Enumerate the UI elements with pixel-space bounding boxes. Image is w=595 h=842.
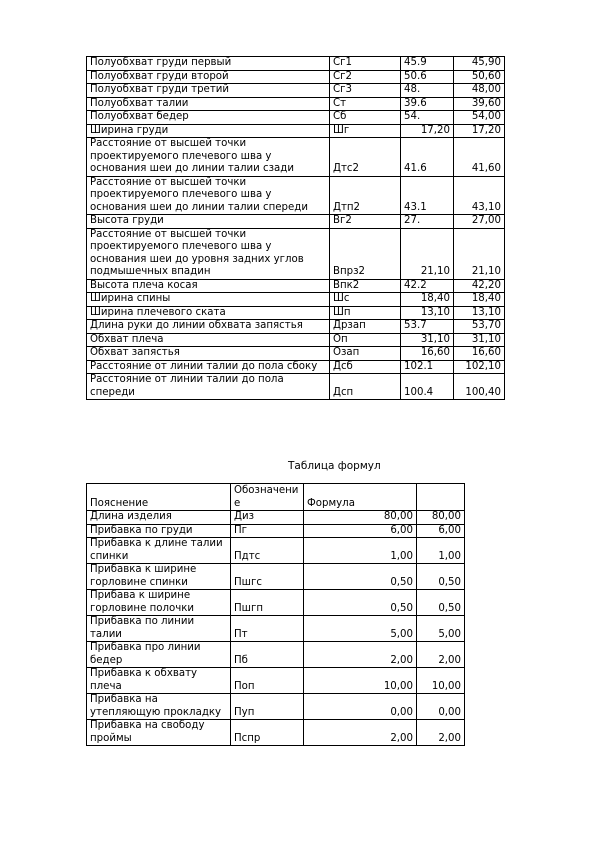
formula-symbol: Пуп [231, 694, 304, 720]
formulas-table [86, 483, 465, 746]
formula-symbol: Пг [231, 524, 304, 538]
measurement-name: Полуобхват груди второй [87, 70, 330, 84]
formula-value: 10,00 [417, 668, 465, 694]
measurement-name: Расстояние от высшей точки проектируемого плечевого шва у основания шеи до линии талии сзади [87, 138, 330, 177]
measurement-raw-value: 102.1 [401, 360, 454, 374]
column-header-formula: Формула [304, 484, 417, 511]
table-row [87, 215, 505, 229]
measurement-value: 39,60 [454, 97, 505, 111]
measurement-raw-value: 43.1 [401, 176, 454, 215]
formula-result: 6,00 [304, 524, 417, 538]
measurement-value: 102,10 [454, 360, 505, 374]
formula-result: 1,00 [304, 538, 417, 564]
measurement-raw-value: 18,40 [401, 293, 454, 307]
measurement-raw-value: 31,10 [401, 333, 454, 347]
measurement-name: Расстояние от линии талии до пола сбоку [87, 360, 330, 374]
measurement-raw-value: 41.6 [401, 138, 454, 177]
formula-result: 10,00 [304, 668, 417, 694]
formula-result: 5,00 [304, 616, 417, 642]
measurement-value: 31,10 [454, 333, 505, 347]
measurement-name: Полуобхват бедер [87, 111, 330, 125]
formula-symbol: Диз [231, 511, 304, 525]
measurement-value: 21,10 [454, 228, 505, 279]
measurement-symbol: Сг2 [330, 70, 401, 84]
table-row [87, 70, 505, 84]
formula-result: 2,00 [304, 720, 417, 746]
measurement-value: 13,10 [454, 306, 505, 320]
column-header-value [417, 484, 465, 511]
table-row [87, 668, 465, 694]
measurement-symbol: Впк2 [330, 279, 401, 293]
table-row [87, 111, 505, 125]
table-row [87, 616, 465, 642]
measurement-symbol: Дтс2 [330, 138, 401, 177]
measurement-raw-value: 13,10 [401, 306, 454, 320]
measurement-value: 18,40 [454, 293, 505, 307]
measurement-raw-value: 45.9 [401, 57, 454, 71]
table-row [87, 293, 505, 307]
formula-description: Прибавка по линии талии [87, 616, 231, 642]
measurement-raw-value: 100.4 [401, 374, 454, 400]
formula-value: 6,00 [417, 524, 465, 538]
formula-result: 0,00 [304, 694, 417, 720]
measurements-table [86, 56, 505, 400]
table-row [87, 138, 505, 177]
formula-symbol: Пшгп [231, 590, 304, 616]
measurement-raw-value: 42.2 [401, 279, 454, 293]
table-row [87, 279, 505, 293]
measurement-raw-value: 21,10 [401, 228, 454, 279]
formula-value: 2,00 [417, 642, 465, 668]
measurement-value: 45,90 [454, 57, 505, 71]
measurement-value: 27,00 [454, 215, 505, 229]
measurement-name: Расстояние от высшей точки проектируемого плечевого шва у основания шеи до линии талии спереди [87, 176, 330, 215]
measurement-symbol: Вг2 [330, 215, 401, 229]
table-row [87, 306, 505, 320]
measurement-value: 100,40 [454, 374, 505, 400]
table-row [87, 538, 465, 564]
formula-result: 0,50 [304, 564, 417, 590]
formula-value: 0,00 [417, 694, 465, 720]
measurement-raw-value: 53.7 [401, 320, 454, 334]
measurement-raw-value: 50.6 [401, 70, 454, 84]
formula-description: Прибава к ширине горловине полочки [87, 590, 231, 616]
measurement-name: Расстояние от высшей точки проектируемого плечевого шва у основания шеи до уровня задних углов подмышечных впадин [87, 228, 330, 279]
measurement-raw-value: 48. [401, 84, 454, 98]
formula-value: 80,00 [417, 511, 465, 525]
table-row [87, 97, 505, 111]
measurement-name: Обхват запястья [87, 347, 330, 361]
table-row [87, 57, 505, 71]
measurement-value: 41,60 [454, 138, 505, 177]
measurement-value: 53,70 [454, 320, 505, 334]
formula-symbol: Пдтс [231, 538, 304, 564]
measurement-symbol: Дсп [330, 374, 401, 400]
table-row [87, 228, 505, 279]
measurement-symbol: Ст [330, 97, 401, 111]
measurement-name: Ширина плечевого ската [87, 306, 330, 320]
formula-description: Прибавка на свободу проймы [87, 720, 231, 746]
measurement-value: 17,20 [454, 124, 505, 138]
measurement-raw-value: 17,20 [401, 124, 454, 138]
measurement-symbol: Шп [330, 306, 401, 320]
measurement-symbol: Дсб [330, 360, 401, 374]
table-row [87, 511, 465, 525]
measurement-symbol: Сб [330, 111, 401, 125]
table-row [87, 642, 465, 668]
measurement-name: Полуобхват груди третий [87, 84, 330, 98]
formula-symbol: Пт [231, 616, 304, 642]
measurement-symbol: Шг [330, 124, 401, 138]
formula-description: Длина изделия [87, 511, 231, 525]
measurement-name: Высота груди [87, 215, 330, 229]
table-row [87, 320, 505, 334]
measurement-value: 42,20 [454, 279, 505, 293]
column-header-description: Пояснение [87, 484, 231, 511]
measurement-name: Расстояние от линии талии до пола спереди [87, 374, 330, 400]
formula-description: Прибавка к ширине горловине спинки [87, 564, 231, 590]
measurement-symbol: Озап [330, 347, 401, 361]
measurement-symbol: Сг1 [330, 57, 401, 71]
measurement-symbol: Впрз2 [330, 228, 401, 279]
formula-value: 1,00 [417, 538, 465, 564]
formula-value: 5,00 [417, 616, 465, 642]
formula-description: Прибавка к длине талии спинки [87, 538, 231, 564]
measurement-name: Ширина груди [87, 124, 330, 138]
measurement-name: Обхват плеча [87, 333, 330, 347]
measurement-raw-value: 39.6 [401, 97, 454, 111]
measurement-symbol: Шс [330, 293, 401, 307]
table-row [87, 590, 465, 616]
formula-result: 2,00 [304, 642, 417, 668]
measurement-name: Полуобхват груди первый [87, 57, 330, 71]
measurement-name: Высота плеча косая [87, 279, 330, 293]
formula-value: 0,50 [417, 564, 465, 590]
table-caption: Таблица формул [288, 460, 381, 472]
formula-value: 0,50 [417, 590, 465, 616]
measurement-symbol: Сг3 [330, 84, 401, 98]
measurement-raw-value: 27. [401, 215, 454, 229]
formula-value: 2,00 [417, 720, 465, 746]
measurement-value: 48,00 [454, 84, 505, 98]
table-row [87, 360, 505, 374]
formula-symbol: Пб [231, 642, 304, 668]
column-header-symbol: Обозначение [231, 484, 304, 511]
measurement-symbol: Оп [330, 333, 401, 347]
table-row [87, 524, 465, 538]
table-header-row [87, 484, 465, 511]
table-row [87, 374, 505, 400]
formula-description: Прибавка на утепляющую прокладку [87, 694, 231, 720]
formula-symbol: Поп [231, 668, 304, 694]
table-row [87, 333, 505, 347]
measurement-value: 50,60 [454, 70, 505, 84]
table-row [87, 347, 505, 361]
measurement-raw-value: 16,60 [401, 347, 454, 361]
formula-description: Прибавка про линии бедер [87, 642, 231, 668]
measurement-raw-value: 54. [401, 111, 454, 125]
measurement-value: 16,60 [454, 347, 505, 361]
measurement-symbol: Дтп2 [330, 176, 401, 215]
measurement-name: Полуобхват талии [87, 97, 330, 111]
measurement-value: 43,10 [454, 176, 505, 215]
measurement-value: 54,00 [454, 111, 505, 125]
formula-symbol: Пспр [231, 720, 304, 746]
formula-description: Прибавка по груди [87, 524, 231, 538]
table-row [87, 720, 465, 746]
measurement-name: Длина руки до линии обхвата запястья [87, 320, 330, 334]
table-row [87, 176, 505, 215]
measurement-symbol: Дрзап [330, 320, 401, 334]
formula-description: Прибавка к обхвату плеча [87, 668, 231, 694]
formula-symbol: Пшгс [231, 564, 304, 590]
table-row [87, 564, 465, 590]
measurement-name: Ширина спины [87, 293, 330, 307]
table-row [87, 694, 465, 720]
table-row [87, 124, 505, 138]
formula-result: 80,00 [304, 511, 417, 525]
table-row [87, 84, 505, 98]
formula-result: 0,50 [304, 590, 417, 616]
